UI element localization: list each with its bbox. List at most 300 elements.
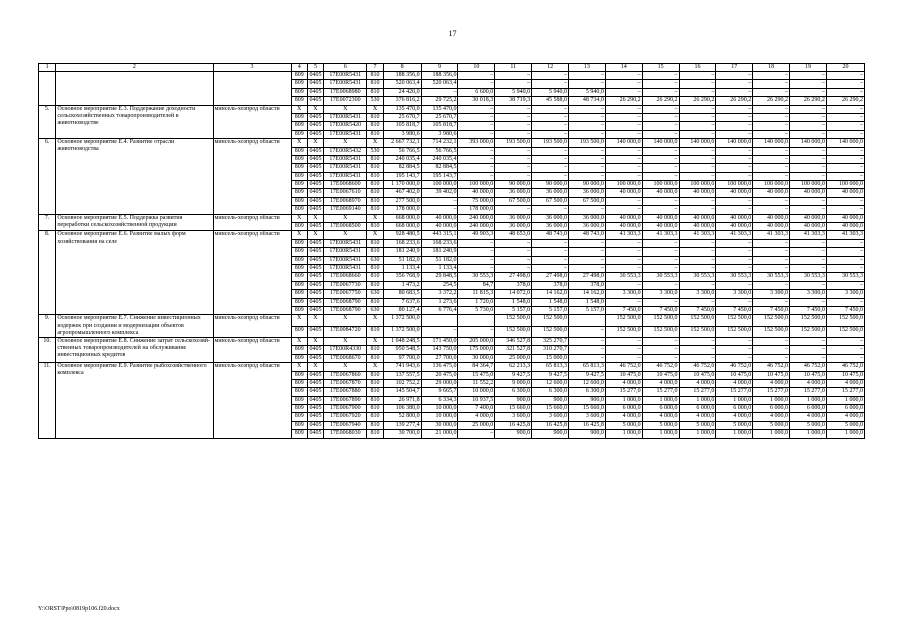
amount-cell: 15 660,0 — [568, 405, 605, 413]
amount-cell: 6 000,0 — [790, 405, 827, 413]
budget-code-cell: 0405 — [307, 354, 323, 362]
amount-cell: – — [790, 155, 827, 163]
budget-code-cell: 17Е00R4330 — [324, 346, 367, 354]
amount-cell: – — [826, 155, 864, 163]
amount-cell: 145 504,7 — [383, 388, 421, 396]
row-number: 11. — [39, 363, 56, 439]
amount-cell: 3 600,0 — [568, 413, 605, 421]
amount-cell: 5 000,0 — [679, 421, 716, 429]
budget-code-cell: 17Е0067860 — [324, 371, 367, 379]
amount-cell: 240 000,0 — [458, 214, 495, 222]
budget-code-cell: Х — [307, 315, 323, 326]
budget-code-cell: 17Е00R5432 — [324, 147, 367, 155]
amount-cell: – — [568, 337, 605, 345]
amount-cell: – — [458, 147, 495, 155]
budget-code-cell: 810 — [367, 421, 383, 429]
budget-code-cell: 809 — [291, 197, 307, 205]
amount-cell: – — [826, 88, 864, 96]
amount-cell: 40 000,0 — [679, 214, 716, 222]
amount-cell: – — [716, 298, 753, 306]
amount-cell: 378,0 — [532, 281, 569, 289]
amount-cell: 21 000,0 — [421, 430, 458, 438]
amount-cell: 40 000,0 — [753, 223, 790, 231]
amount-cell: 26 290,2 — [679, 97, 716, 105]
amount-cell: – — [605, 206, 642, 214]
budget-code-cell: Х — [307, 214, 323, 222]
amount-cell: – — [458, 248, 495, 256]
amount-cell: 139 277,4 — [383, 421, 421, 429]
amount-cell — [421, 315, 458, 326]
budget-code-cell: Х — [307, 231, 323, 239]
amount-cell: – — [753, 354, 790, 362]
amount-cell: – — [568, 164, 605, 172]
amount-cell: 30 553,3 — [790, 273, 827, 281]
amount-cell: 4 000,0 — [753, 413, 790, 421]
amount-cell: – — [679, 248, 716, 256]
budget-code-cell: Х — [324, 105, 367, 113]
amount-cell: 48 734,0 — [568, 97, 605, 105]
amount-cell: 3 372,2 — [421, 290, 458, 298]
amount-cell: – — [753, 248, 790, 256]
amount-cell: 15 277,0 — [716, 388, 753, 396]
amount-cell: 10 000,0 — [421, 405, 458, 413]
amount-cell: 6 000,0 — [826, 405, 864, 413]
budget-code-cell: 0405 — [307, 181, 323, 189]
amount-cell: 4 000,0 — [790, 379, 827, 387]
amount-cell: – — [679, 346, 716, 354]
amount-cell: 4 000,0 — [642, 379, 679, 387]
budget-code-cell: 0405 — [307, 405, 323, 413]
amount-cell: – — [826, 197, 864, 205]
amount-cell: 741 943,6 — [383, 363, 421, 371]
amount-cell: 36 000,0 — [568, 223, 605, 231]
amount-cell: – — [790, 80, 827, 88]
amount-cell: – — [605, 346, 642, 354]
amount-cell: 152 500,0 — [642, 326, 679, 337]
amount-cell: 152 500,0 — [605, 315, 642, 326]
amount-cell: – — [826, 281, 864, 289]
amount-cell: 15 277,0 — [642, 388, 679, 396]
row-number: 9. — [39, 315, 56, 338]
amount-cell: – — [790, 248, 827, 256]
amount-cell: 1 000,0 — [826, 396, 864, 404]
budget-code-cell: Х — [291, 139, 307, 147]
budget-code-cell: 0405 — [307, 264, 323, 272]
amount-cell: 135 470,0 — [421, 105, 458, 113]
budget-code-cell: Х — [324, 139, 367, 147]
amount-cell: 15 277,0 — [605, 388, 642, 396]
budget-code-cell: 810 — [367, 298, 383, 306]
amount-cell: 10 937,5 — [458, 396, 495, 404]
budget-code-cell: 810 — [367, 206, 383, 214]
amount-cell: – — [753, 147, 790, 155]
budget-code-cell: 17Е0067880 — [324, 388, 367, 396]
amount-cell: – — [605, 172, 642, 180]
amount-cell: – — [605, 80, 642, 88]
amount-cell: 30 553,3 — [716, 273, 753, 281]
amount-cell: 36 000,0 — [532, 223, 569, 231]
amount-cell: 56 766,5 — [383, 147, 421, 155]
amount-cell: 152 500,0 — [495, 315, 532, 326]
amount-cell: – — [532, 113, 569, 121]
amount-cell: – — [642, 337, 679, 345]
amount-cell: – — [679, 354, 716, 362]
amount-cell: – — [679, 256, 716, 264]
amount-cell: – — [458, 72, 495, 80]
budget-code-cell: 17Е0068980 — [324, 88, 367, 96]
budget-code-cell: 0405 — [307, 396, 323, 404]
budget-code-cell: 810 — [367, 371, 383, 379]
budget-code-cell: 0405 — [307, 346, 323, 354]
budget-code-cell: Х — [291, 105, 307, 113]
amount-cell: 5 000,0 — [790, 421, 827, 429]
amount-cell: – — [753, 88, 790, 96]
budget-code-cell: 17Е00R5431 — [324, 80, 367, 88]
amount-cell: – — [642, 354, 679, 362]
amount-cell: 40 000,0 — [790, 189, 827, 197]
budget-code-cell: 0405 — [307, 189, 323, 197]
amount-cell: 6 000,0 — [679, 405, 716, 413]
amount-cell: – — [605, 72, 642, 80]
amount-cell: 1 273,6 — [421, 298, 458, 306]
amount-cell: 24 420,0 — [383, 88, 421, 96]
amount-cell: – — [716, 354, 753, 362]
amount-cell: 3 300,0 — [716, 290, 753, 298]
amount-cell: 5 940,0 — [568, 88, 605, 96]
amount-cell: 46 752,0 — [679, 363, 716, 371]
amount-cell: 41 303,3 — [826, 231, 864, 239]
amount-cell: 7 637,6 — [383, 298, 421, 306]
amount-cell: – — [532, 164, 569, 172]
amount-cell: – — [458, 122, 495, 130]
responsible-executor: минсель-хозпрод области — [213, 315, 291, 338]
amount-cell: 30 553,3 — [458, 273, 495, 281]
budget-code-cell: 0405 — [307, 298, 323, 306]
budget-code-cell: Х — [367, 214, 383, 222]
amount-cell: 36 000,0 — [532, 189, 569, 197]
amount-cell: – — [568, 256, 605, 264]
amount-cell: 27 498,0 — [532, 273, 569, 281]
budget-code-cell: 0405 — [307, 388, 323, 396]
amount-cell: – — [826, 346, 864, 354]
budget-code-cell: 17Е0068500 — [324, 223, 367, 231]
budget-code-cell: 17Е00R5431 — [324, 239, 367, 247]
amount-cell: 1 000,0 — [826, 430, 864, 438]
amount-cell: – — [790, 346, 827, 354]
amount-cell: 152 500,0 — [790, 326, 827, 337]
amount-cell: – — [826, 264, 864, 272]
budget-code-cell: 810 — [367, 164, 383, 172]
amount-cell: 36 000,0 — [532, 214, 569, 222]
amount-cell: – — [753, 172, 790, 180]
amount-cell: 136 475,0 — [421, 363, 458, 371]
budget-code-cell: 17Е0068790 — [324, 298, 367, 306]
amount-cell: 193 500,0 — [568, 139, 605, 147]
amount-cell: 152 500,0 — [605, 326, 642, 337]
amount-cell: – — [458, 105, 495, 113]
amount-cell: 10 475,0 — [642, 371, 679, 379]
amount-cell: 100 000,0 — [790, 181, 827, 189]
amount-cell: – — [532, 264, 569, 272]
amount-cell: 40 000,0 — [421, 214, 458, 222]
amount-cell: 5 940,0 — [532, 88, 569, 96]
amount-cell: – — [790, 147, 827, 155]
amount-cell: – — [716, 155, 753, 163]
amount-cell: – — [790, 72, 827, 80]
budget-code-cell: 0405 — [307, 326, 323, 337]
row-number: 6. — [39, 139, 56, 215]
amount-cell: 7 450,0 — [753, 306, 790, 314]
amount-cell: 40 000,0 — [642, 189, 679, 197]
amount-cell: 4 000,0 — [826, 379, 864, 387]
column-number: 2 — [56, 64, 213, 72]
amount-cell: – — [716, 88, 753, 96]
amount-cell: 67 500,0 — [568, 197, 605, 205]
budget-code-cell: Х — [324, 231, 367, 239]
amount-cell: 46 752,0 — [642, 363, 679, 371]
amount-cell: 29 848,5 — [421, 273, 458, 281]
amount-cell: – — [605, 298, 642, 306]
amount-cell: 3 300,0 — [679, 290, 716, 298]
budget-code-cell: 810 — [367, 130, 383, 138]
amount-cell: 7 450,0 — [826, 306, 864, 314]
row-number: 8. — [39, 231, 56, 315]
budget-code-cell: 0405 — [307, 130, 323, 138]
amount-cell: 82 884,5 — [421, 164, 458, 172]
amount-cell: – — [753, 105, 790, 113]
budget-code-cell: 17Е0068030 — [324, 430, 367, 438]
budget-code-cell: 0405 — [307, 371, 323, 379]
budget-code-cell: 630 — [367, 306, 383, 314]
budget-code-cell: 17Е0068670 — [324, 354, 367, 362]
amount-cell: – — [605, 239, 642, 247]
amount-cell: 3 300,0 — [790, 290, 827, 298]
amount-cell: – — [532, 172, 569, 180]
amount-cell: 152 500,0 — [716, 326, 753, 337]
table-row — [39, 337, 865, 345]
amount-cell: – — [753, 346, 790, 354]
amount-cell: – — [679, 172, 716, 180]
amount-cell: 310 270,7 — [532, 346, 569, 354]
amount-cell: – — [753, 256, 790, 264]
table-row — [39, 363, 865, 371]
column-number: 11 — [495, 64, 532, 72]
budget-code-cell: 809 — [291, 113, 307, 121]
amount-cell: 25 670,7 — [421, 113, 458, 121]
amount-cell: – — [568, 72, 605, 80]
amount-cell: 100 000,0 — [716, 181, 753, 189]
amount-cell: 15 277,0 — [753, 388, 790, 396]
amount-cell: 40 000,0 — [642, 214, 679, 222]
amount-cell: 30 000,0 — [421, 421, 458, 429]
amount-cell: – — [532, 130, 569, 138]
amount-cell: – — [495, 113, 532, 121]
amount-cell: 4 000,0 — [716, 413, 753, 421]
amount-cell: 137 557,5 — [383, 371, 421, 379]
responsible-executor: минсель-хозпрод области — [213, 214, 291, 231]
amount-cell: 205 000,0 — [458, 337, 495, 345]
amount-cell: – — [605, 88, 642, 96]
amount-cell: 193 500,0 — [495, 139, 532, 147]
amount-cell: 181 240,9 — [383, 248, 421, 256]
amount-cell: 26 290,2 — [826, 97, 864, 105]
amount-cell: – — [679, 281, 716, 289]
amount-cell: – — [642, 256, 679, 264]
amount-cell: 900,0 — [532, 430, 569, 438]
budget-code-cell: 810 — [367, 239, 383, 247]
budget-code-cell: Х — [367, 337, 383, 345]
amount-cell: – — [826, 130, 864, 138]
budget-code-cell: Х — [291, 315, 307, 326]
column-number: 3 — [213, 64, 291, 72]
amount-cell: – — [716, 122, 753, 130]
amount-cell: – — [605, 147, 642, 155]
responsible-executor: минсель-хозпрод области — [213, 139, 291, 215]
amount-cell: 7 450,0 — [716, 306, 753, 314]
amount-cell: 67 500,0 — [532, 197, 569, 205]
budget-code-cell: 810 — [367, 181, 383, 189]
amount-cell: 40 000,0 — [826, 189, 864, 197]
amount-cell: 90 000,0 — [495, 181, 532, 189]
footer-path: Y:\ORST\Ppo\0819p106.f20.docx — [38, 606, 120, 612]
amount-cell: 40 000,0 — [790, 214, 827, 222]
amount-cell: 1 000,0 — [642, 396, 679, 404]
amount-cell: – — [790, 113, 827, 121]
amount-cell: 5 730,0 — [458, 306, 495, 314]
budget-code-cell: 17Е0067900 — [324, 405, 367, 413]
amount-cell: 48 653,0 — [495, 231, 532, 239]
amount-cell: 467 402,0 — [383, 189, 421, 197]
amount-cell: – — [716, 256, 753, 264]
column-number: 10 — [458, 64, 495, 72]
amount-cell: 520 063,4 — [383, 80, 421, 88]
budget-code-cell: 810 — [367, 88, 383, 96]
amount-cell: – — [642, 281, 679, 289]
amount-cell: – — [753, 80, 790, 88]
amount-cell: 40 000,0 — [753, 189, 790, 197]
budget-code-cell: 809 — [291, 181, 307, 189]
amount-cell: – — [568, 113, 605, 121]
amount-cell: 48 743,0 — [568, 231, 605, 239]
budget-code-cell: 810 — [367, 405, 383, 413]
amount-cell: 900,0 — [568, 430, 605, 438]
page-number: 17 — [448, 29, 457, 38]
amount-cell: – — [790, 354, 827, 362]
amount-cell: 5 000,0 — [605, 421, 642, 429]
budget-code-cell: 809 — [291, 354, 307, 362]
budget-code-cell: 17Е0068600 — [324, 181, 367, 189]
amount-cell: – — [421, 326, 458, 337]
amount-cell: 152 500,0 — [826, 315, 864, 326]
amount-cell: 4 000,0 — [790, 413, 827, 421]
amount-cell: – — [679, 88, 716, 96]
amount-cell: 100 000,0 — [458, 181, 495, 189]
amount-cell: 10 475,0 — [605, 371, 642, 379]
amount-cell: – — [458, 256, 495, 264]
amount-cell: 3 980,6 — [383, 130, 421, 138]
amount-cell: 26 290,2 — [790, 97, 827, 105]
amount-cell: – — [532, 239, 569, 247]
amount-cell: – — [642, 130, 679, 138]
amount-cell: – — [790, 164, 827, 172]
measure-name: Основное мероприятие Е.8. Снижение затрат сельскохозяй-ственных товаропроизводителей на обслуживание инвестиционных кредитов — [56, 337, 213, 362]
amount-cell: 140 000,0 — [753, 139, 790, 147]
amount-cell: – — [532, 248, 569, 256]
amount-cell: 140 000,0 — [790, 139, 827, 147]
amount-cell: 30 700,0 — [383, 430, 421, 438]
budget-code-cell: 0405 — [307, 290, 323, 298]
amount-cell: – — [605, 130, 642, 138]
amount-cell: – — [679, 113, 716, 121]
budget-code-cell: Х — [367, 315, 383, 326]
budget-code-cell: 17Е0067730 — [324, 281, 367, 289]
amount-cell: 46 752,0 — [716, 363, 753, 371]
amount-cell: – — [458, 113, 495, 121]
amount-cell: – — [568, 122, 605, 130]
amount-cell: – — [421, 88, 458, 96]
amount-cell: 16 425,8 — [532, 421, 569, 429]
amount-cell: 10 475,0 — [679, 371, 716, 379]
budget-code-cell: 810 — [367, 113, 383, 121]
amount-cell: – — [605, 105, 642, 113]
budget-code-cell: 17Е00R5431 — [324, 256, 367, 264]
amount-cell: 152 500,0 — [790, 315, 827, 326]
amount-cell: 181 240,9 — [421, 248, 458, 256]
amount-cell: – — [458, 164, 495, 172]
amount-cell: – — [642, 264, 679, 272]
amount-cell: 5 000,0 — [753, 421, 790, 429]
amount-cell: 20 475,0 — [421, 371, 458, 379]
amount-cell: 1 000,0 — [753, 396, 790, 404]
amount-cell: 668 000,0 — [383, 223, 421, 231]
amount-cell: 5 000,0 — [826, 421, 864, 429]
amount-cell: 178 000,0 — [383, 206, 421, 214]
amount-cell: – — [679, 206, 716, 214]
amount-cell: – — [753, 113, 790, 121]
amount-cell: 41 303,3 — [642, 231, 679, 239]
amount-cell: – — [495, 130, 532, 138]
budget-code-cell: Х — [291, 337, 307, 345]
amount-cell: – — [790, 337, 827, 345]
amount-cell: – — [532, 72, 569, 80]
amount-cell: 143 750,0 — [421, 346, 458, 354]
amount-cell: 1 000,0 — [790, 396, 827, 404]
amount-cell: – — [679, 130, 716, 138]
amount-cell: 25 000,0 — [495, 354, 532, 362]
amount-cell: 240 000,0 — [458, 223, 495, 231]
amount-cell: 520 063,4 — [421, 80, 458, 88]
budget-code-cell: 0405 — [307, 281, 323, 289]
amount-cell: 140 000,0 — [605, 139, 642, 147]
amount-cell: – — [753, 72, 790, 80]
budget-code-cell: Х — [291, 231, 307, 239]
amount-cell: 4 000,0 — [716, 379, 753, 387]
budget-code-cell: 810 — [367, 80, 383, 88]
budget-code-cell: Х — [367, 139, 383, 147]
column-number: 15 — [642, 64, 679, 72]
amount-cell: 26 290,2 — [605, 97, 642, 105]
amount-cell: 27 498,0 — [568, 273, 605, 281]
amount-cell: – — [716, 164, 753, 172]
amount-cell: – — [679, 337, 716, 345]
budget-code-cell: 809 — [291, 273, 307, 281]
budget-code-cell: 17Е0067750 — [324, 290, 367, 298]
budget-code-cell: 630 — [367, 290, 383, 298]
amount-cell: 5 000,0 — [716, 421, 753, 429]
budget-code-cell: 17Е00R5420 — [324, 122, 367, 130]
budget-code-cell: 0405 — [307, 97, 323, 105]
budget-code-cell: 17Е00R5431 — [324, 155, 367, 163]
